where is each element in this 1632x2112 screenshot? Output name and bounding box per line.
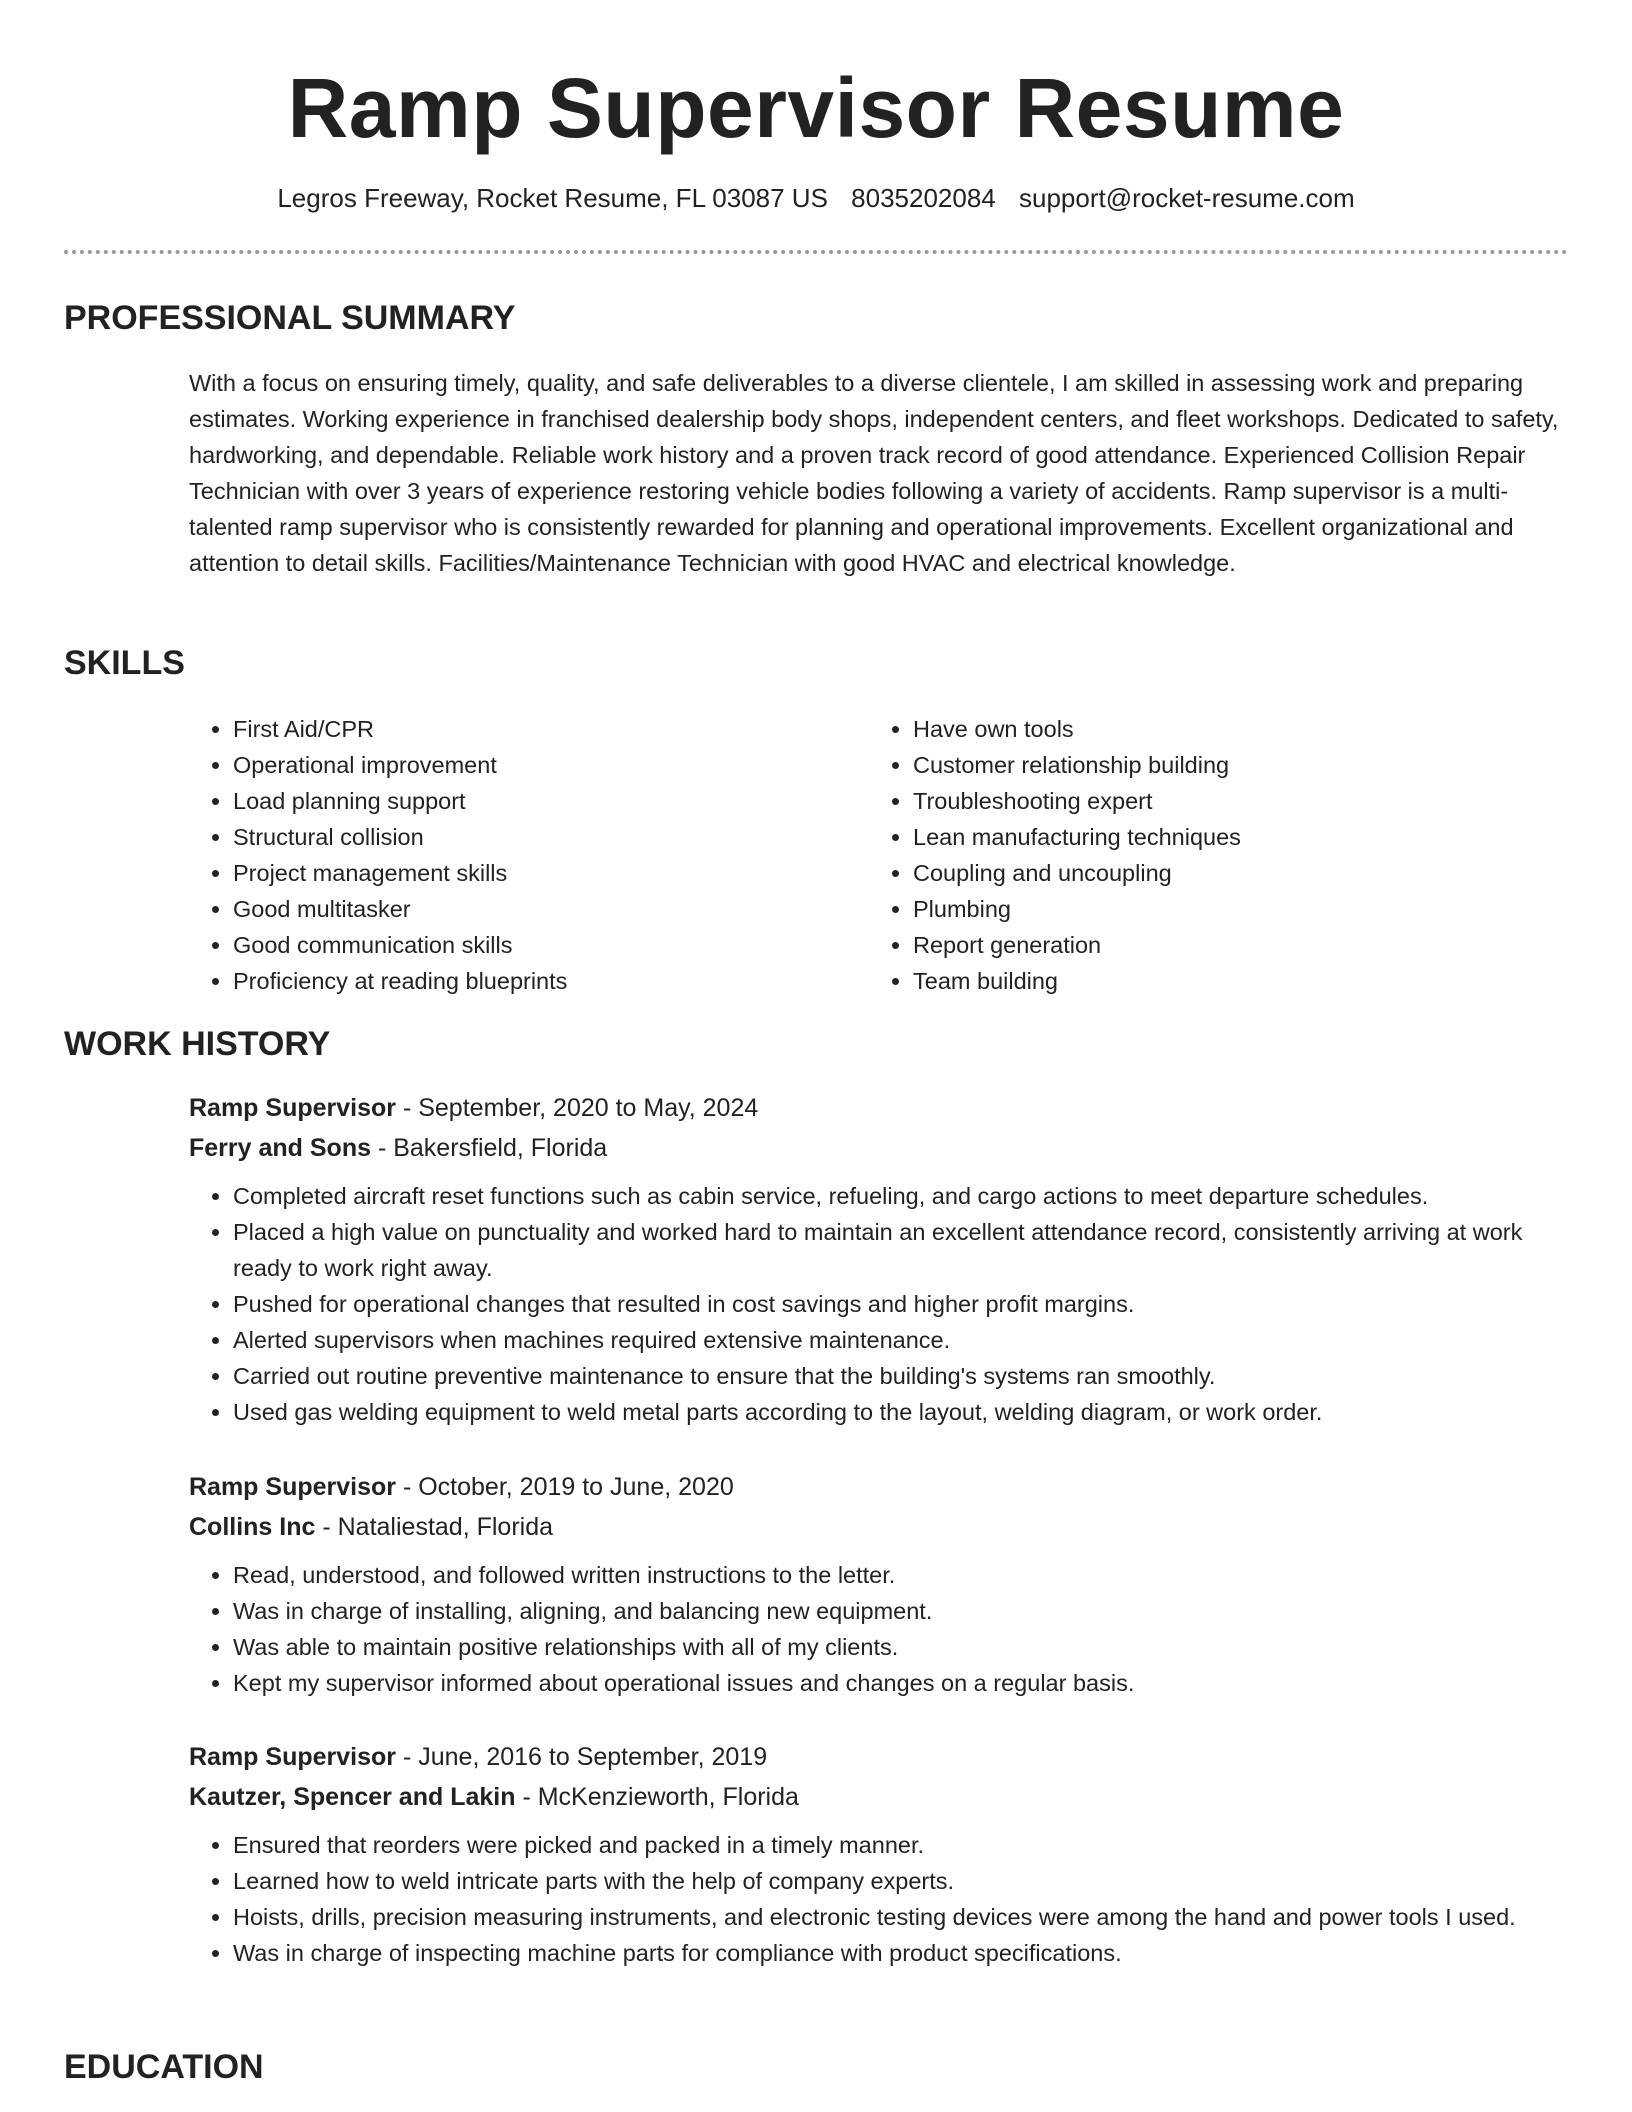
skill-item: • First Aid/CPR: [233, 711, 869, 747]
job-title-line: [189, 1088, 1569, 1128]
skill-item: • Good multitasker: [233, 891, 869, 927]
job-bullet: • Pushed for operational changes that resulted in cost savings and higher profit margins.: [233, 1286, 1569, 1322]
job-bullet: • Was able to maintain positive relationships with all of my clients.: [233, 1629, 1569, 1665]
skill-item: • Good communication skills: [233, 927, 869, 963]
work-history-heading: WORK HISTORY: [64, 1025, 331, 1063]
resume-title: Ramp Supervisor Resume: [287, 61, 1345, 155]
job-bullet: • Kept my supervisor informed about operational issues and changes on a regular basis.: [233, 1665, 1569, 1701]
contact-address: Legros Freeway, Rocket Resume, FL 03087 US: [277, 183, 828, 213]
job-title: Ramp Supervisor: [189, 1743, 397, 1771]
skill-item: • Have own tools: [913, 711, 1549, 747]
job-entry: [189, 1737, 1569, 1971]
contact-phone: 8035202084: [851, 183, 996, 213]
job-bullets: [189, 1178, 1569, 1430]
job-company-line: [189, 1128, 1569, 1168]
skill-item: • Operational improvement: [233, 747, 869, 783]
skill-item: • Customer relationship building: [913, 747, 1549, 783]
header-divider: [64, 250, 1568, 254]
skill-item: • Load planning support: [233, 783, 869, 819]
skill-item: • Proficiency at reading blueprints: [233, 963, 869, 999]
skill-item: • Coupling and uncoupling: [913, 855, 1549, 891]
job-company: Collins Inc: [189, 1513, 316, 1541]
job-bullet: • Ensured that reorders were picked and packed in a timely manner.: [233, 1827, 1569, 1863]
contact-email: support@rocket-resume.com: [1019, 183, 1355, 213]
job-bullet: • Alerted supervisors when machines required extensive maintenance.: [233, 1322, 1569, 1358]
job-bullet: • Hoists, drills, precision measuring instruments, and electronic testing devices were among the hand and power tools I used.: [233, 1899, 1569, 1935]
job-dates: - June, 2016 to September, 2019: [396, 1743, 768, 1771]
job-title: Ramp Supervisor: [189, 1473, 397, 1501]
skill-item: • Plumbing: [913, 891, 1549, 927]
job-bullet: • Read, understood, and followed written instructions to the letter.: [233, 1557, 1569, 1593]
job-location: - McKenzieworth, Florida: [515, 1783, 799, 1811]
skill-item: • Project management skills: [233, 855, 869, 891]
job-bullet: • Was in charge of installing, aligning, and balancing new equipment.: [233, 1593, 1569, 1629]
summary-heading: PROFESSIONAL SUMMARY: [64, 299, 516, 337]
job-bullets: [189, 1557, 1569, 1701]
skills-columns: [189, 711, 1569, 999]
skill-item: • Report generation: [913, 927, 1549, 963]
contact-line: [0, 180, 1632, 216]
job-company: Kautzer, Spencer and Lakin: [189, 1783, 516, 1811]
job-bullet: • Was in charge of inspecting machine parts for compliance with product specifications.: [233, 1935, 1569, 1971]
job-bullet: • Used gas welding equipment to weld metal parts according to the layout, welding diagram, or work order.: [233, 1394, 1569, 1430]
skill-item: • Team building: [913, 963, 1549, 999]
education-heading: EDUCATION: [64, 2048, 264, 2086]
job-bullet: • Learned how to weld intricate parts with the help of company experts.: [233, 1863, 1569, 1899]
job-location: - Nataliestad, Florida: [315, 1513, 554, 1541]
job-company-line: [189, 1507, 1569, 1547]
job-location: - Bakersfield, Florida: [371, 1134, 608, 1162]
skills-heading: SKILLS: [64, 644, 185, 682]
skills-list-left: [189, 711, 869, 999]
job-company: Ferry and Sons: [189, 1134, 371, 1162]
skill-item: • Lean manufacturing techniques: [913, 819, 1549, 855]
job-bullet: • Placed a high value on punctuality and worked hard to maintain an excellent attendance record, consistently arriving at work ready to work right away.: [233, 1214, 1569, 1286]
job-company-line: [189, 1777, 1569, 1817]
skill-item: • Troubleshooting expert: [913, 783, 1549, 819]
skills-list-right: [869, 711, 1549, 999]
job-entry: [189, 1467, 1569, 1701]
job-bullets: [189, 1827, 1569, 1971]
job-dates: - October, 2019 to June, 2020: [396, 1473, 734, 1501]
job-title: Ramp Supervisor: [189, 1094, 397, 1122]
skill-item: • Structural collision: [233, 819, 869, 855]
job-dates: - September, 2020 to May, 2024: [396, 1094, 759, 1122]
job-title-line: [189, 1737, 1569, 1777]
summary-text: With a focus on ensuring timely, quality, and safe deliverables to a diverse clientele, I am skilled in assessing work and preparing estimates. Working experience in franchised dealership body shops, independent centers, and fleet workshops. Dedicated to safety, hardworking, and dependable. Reliable work history and a proven track record of good attendance. Experienced Collision Repair Technician with over 3 years of experience restoring vehicle bodies following a variety of accidents. Ramp supervisor is a multi-talented ramp supervisor who is consistently rewarded for planning and operational improvements. Excellent organizational and attention to detail skills. Facilities/Maintenance Technician with good HVAC and electrical knowledge.: [189, 370, 1559, 576]
job-entry: [189, 1088, 1569, 1430]
job-bullet: • Completed aircraft reset functions such as cabin service, refueling, and cargo actions to meet departure schedules.: [233, 1178, 1569, 1214]
job-title-line: [189, 1467, 1569, 1507]
job-bullet: • Carried out routine preventive maintenance to ensure that the building's systems ran smoothly.: [233, 1358, 1569, 1394]
